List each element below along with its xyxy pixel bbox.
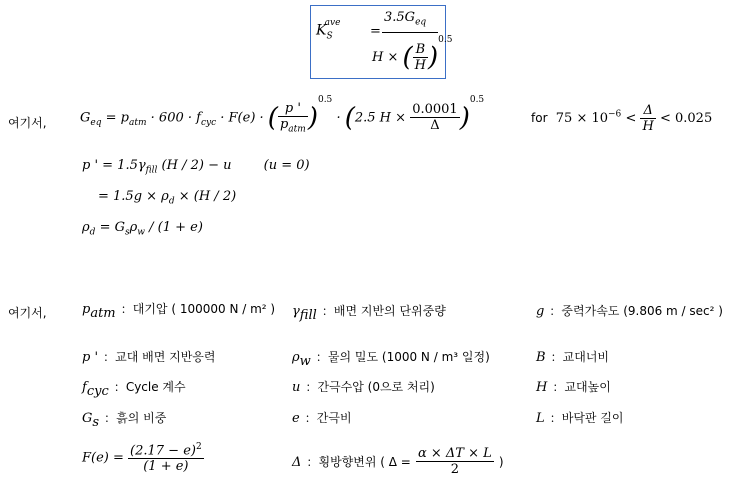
def-l: L ：바닥판 길이 <box>536 411 624 426</box>
def-fcyc: $f_{cyc}$ ：Cycle 계수 <box>82 380 186 400</box>
condition: for $75 \times 10^{-6}$ < $\frac{\Delta}{H}$ < 0.025 <box>531 103 713 134</box>
pprime-formula: p ' = $1.5\gamma_{fill}$ (H / 2) − u (u = 0) <box>82 158 310 176</box>
ks-numerator: $3.5G_{eq}$ <box>384 10 427 28</box>
def-gamma-fill: $\gamma_{fill}$ ：배면 지반의 단위중량 <box>292 304 446 324</box>
fe-formula: F(e) = $\frac{(2.17 - e)^2}{(1 + e)}$ <box>82 442 202 475</box>
geq-formula: $G_{eq} = p_{atm} \cdot 600 \cdot f_{cyc} \cdot F(e)$ · ( $\frac{p '}{p_{atm}}$ )$^{0.5}$ · (2.5 H × $\frac{0.0001}{\Delta}$ )$^{0.5}$ <box>80 94 485 135</box>
def-e: e ：간극비 <box>292 411 352 426</box>
ks-fraction-bar <box>382 32 438 33</box>
def-g: g ：중력가속도 (9.806 m / sec² ) <box>536 304 723 319</box>
def-patm: $p_{atm}$ ：대기압 ( 100000 N / m² ) <box>82 302 276 322</box>
ks-denominator: H × ( $\frac{B}{H}$ )$^{0.5}$ <box>372 34 453 73</box>
ks-eq: = <box>370 24 381 39</box>
def-pprime: p ' ：교대 배면 지반응력 <box>82 350 216 365</box>
def-u: u ：간극수압 (0으로 처리) <box>292 380 435 395</box>
def-delta: Δ ：횡방향변위 ( Δ = $\frac{\alpha \times \Delta T \times L}{2}$ ) <box>292 446 504 477</box>
def-rho-w: $\rho_w$ ：물의 밀도 (1000 N / m³ 일정) <box>292 350 490 370</box>
section1-label: 여기서, <box>8 116 47 130</box>
def-gs: $G_s$ ：흙의 비중 <box>82 411 167 431</box>
pprime-formula-2: = $1.5g \times \rho_d \times (H / 2)$ <box>98 189 237 207</box>
section2-label: 여기서, <box>8 306 47 320</box>
def-h: H ：교대높이 <box>536 380 611 395</box>
rho-formula: $\rho_d = G_s\rho_w / (1 + e)$ <box>82 220 203 238</box>
ks-lhs: $K_S^{ave}$ <box>316 18 341 42</box>
def-b: B ：교대너비 <box>536 350 610 365</box>
